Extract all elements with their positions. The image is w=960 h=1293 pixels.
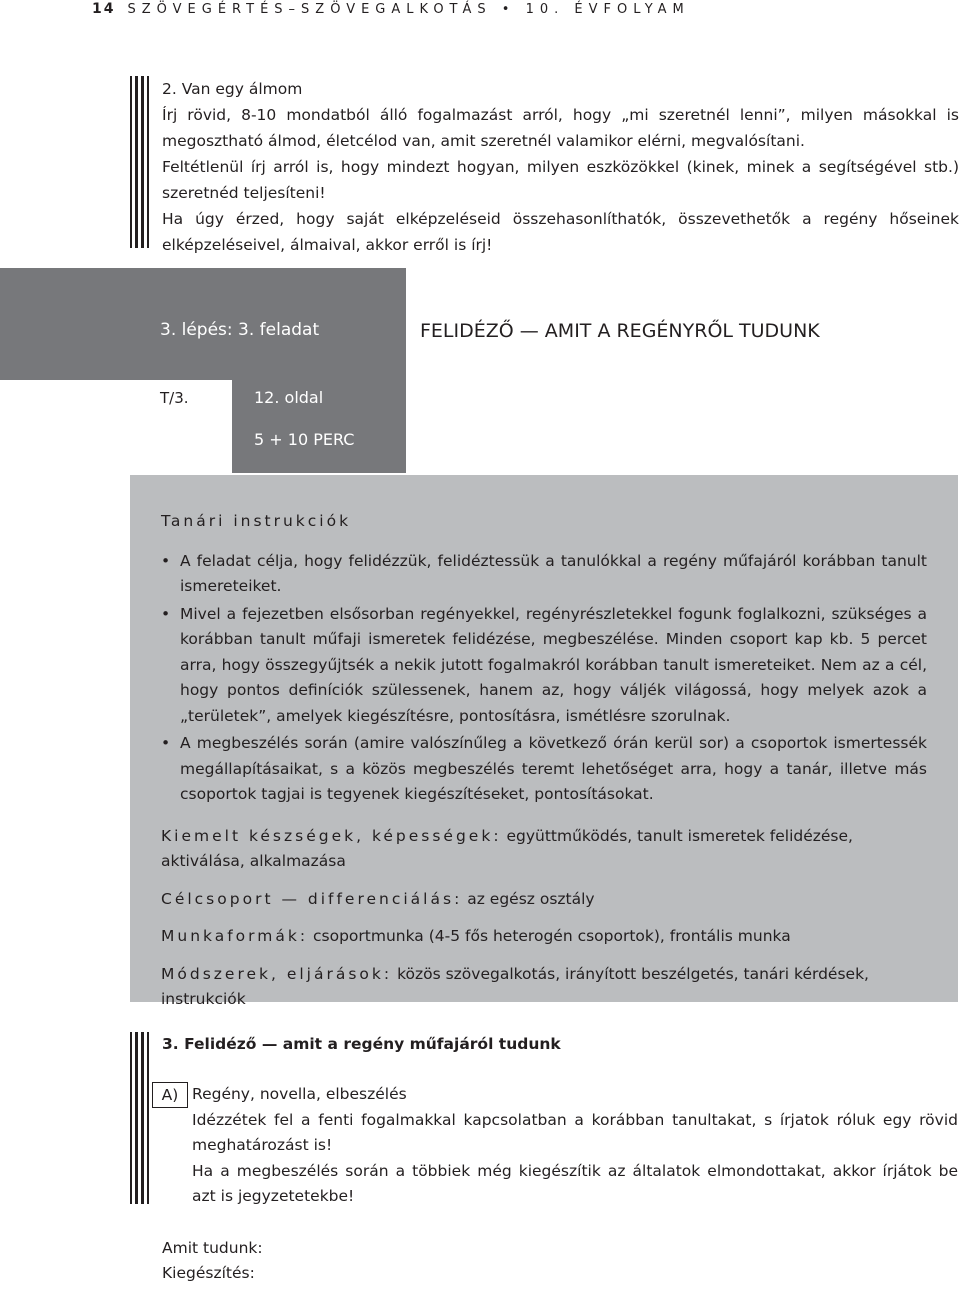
task-section-3 [162,1032,959,1057]
known-label: Amit tudunk: [162,1239,263,1257]
textbook-reference: T/3. [160,389,189,407]
list-item: • A feladat célja, hogy felidézzük, felidéztessük a tanulókkal a regény műfajáról korábban tanult ismereteiket. [161,549,927,600]
paragraph: Írj rövid, 8-10 mondatból álló fogalmazást arról, hogy „mi szeretnél lenni”, milyen másokkal is megosztható álmod, életcélod van, amit szeretnél valamikor elérni, megvalósítani. [162,106,959,150]
workform-value: csoportmunka (4-5 fős heterogén csoportok), frontális munka [313,927,791,945]
methods-label: Módszerek, eljárások: [161,964,393,983]
paragraph: Ha úgy érzed, hogy saját elképzeléseid összehasonlíthatók, összevethetők a regény hőseinek elképzeléseivel, álmaival, akkor erről is írj! [162,210,959,254]
supplement-label: Kiegészítés: [162,1264,255,1282]
item-a [192,1082,958,1210]
target-value: az egész osztály [467,889,595,908]
paragraph: Idézzétek fel a fenti fogalmakkal kapcsolatban a korábban tanultakat, s írjatok róluk egy rövid meghatározást is! [192,1110,958,1154]
section-title: 3. Felidéző — amit a regény műfajáról tudunk [162,1035,561,1053]
step-label: 3. lépés: 3. feladat [160,320,320,340]
skills-line [161,824,927,875]
workform-line [161,924,927,950]
teacher-heading: Tanári instrukciók [161,512,352,530]
skills-value: együttműködés, tanult ismeretek felidézése, aktiválása, alkalmazása [161,826,853,870]
methods-line [161,962,927,1013]
paragraph: Ha a megbeszélés során a többiek még kiegészítik az általatok elmondottakat, akkor írjátok be azt is jegyzetetekbe! [192,1161,958,1205]
paragraph: Feltétlenül írj arról is, hogy mindezt hogyan, milyen eszközökkel (kinek, minek a segítségével stb.) szeretnéd teljesíteni! [162,158,959,202]
section-title: 2. Van egy álmom [162,80,303,98]
margin-bars-decoration [130,1032,148,1204]
task-section-2 [162,76,959,258]
answer-fields [162,1236,263,1286]
target-label: Célcsoport — differenciálás: [161,889,463,908]
teacher-instructions-box [130,475,958,1008]
margin-bars-decoration [130,76,148,248]
page-number: 14 [92,1,116,17]
list-item: • Mivel a fejezetben elsősorban regényekkel, regényrészletekkel fogunk foglalkozni, szükséges a korábban tanult műfaji ismeretek felidézése, megbeszélése. Minden csoport kap kb. 5 percet arra, hogy összegyűjtsék a nekik jutott fogalmakról korábban tanult ismereteiket. Nem az a cél, hogy pontos definíciók szülessenek, hanem az, hogy váljék világossá, hogy melyek azok a „területek”, amelyek kiegészítésre, pontosításra, ismétlésre szorulnak. [161,602,927,730]
target-line [161,887,927,913]
workform-label: Munkaformák: [161,927,309,945]
item-label-box: A) [152,1082,188,1108]
instruction-list [161,549,927,808]
step-title: FELIDÉZŐ — AMIT A REGÉNYRŐL TUDUNK [420,320,820,342]
running-header [92,0,690,19]
time-estimate: 5 + 10 PERC [254,430,355,449]
running-title: SZÖVEGÉRTÉS–SZÖVEGALKOTÁS • 10. ÉVFOLYAM [127,2,690,17]
page-reference: 12. oldal [254,388,324,407]
item-title: Regény, novella, elbeszélés [192,1085,407,1103]
list-item: • A megbeszélés során (amire valószínűleg a következő órán kerül sor) a csoportok ismertessék megállapításaikat, s a közös megbeszélés teremt lehetőséget arra, hogy a tanár, illetve más csoportok tagjai is tegyenek kiegészítéseket, pontosításokat. [161,731,927,808]
methods-value: közös szövegalkotás, irányított beszélgetés, tanári kérdések, instrukciók [161,964,869,1008]
skills-label: Kiemelt készségek, képességek: [161,826,502,845]
